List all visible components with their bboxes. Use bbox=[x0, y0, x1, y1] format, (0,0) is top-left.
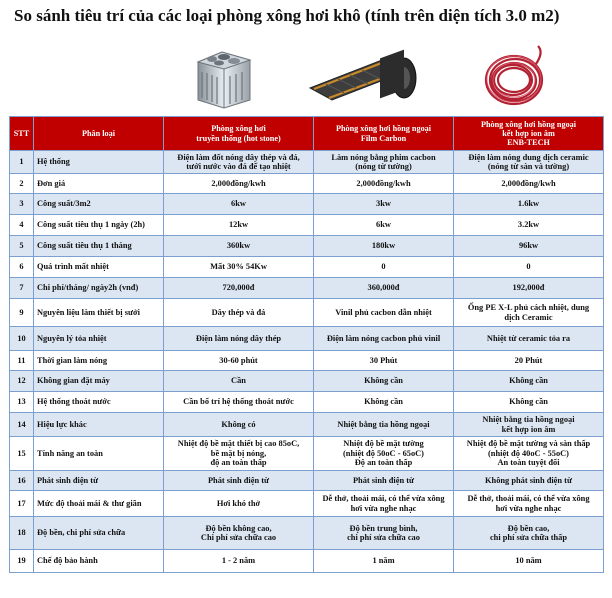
table-header-row bbox=[10, 117, 604, 151]
cell-enb-tech: Ống PE X-L phủ cách nhiệt, dung dịch Ceramic bbox=[454, 299, 604, 327]
cell-traditional: Cần bố trí hệ thống thoát nước bbox=[164, 392, 314, 413]
cell-enb-tech: 3.2kw bbox=[454, 215, 604, 236]
cell-traditional: 6kw bbox=[164, 194, 314, 215]
header-film-carbon: Phòng xông hơi hồng ngoại Film Carbon bbox=[314, 117, 454, 151]
cell-category: Tính năng an toàn bbox=[34, 437, 164, 471]
cell-category: Chế độ bảo hành bbox=[34, 550, 164, 573]
cell-enb-tech: Không cần bbox=[454, 371, 604, 392]
cell-traditional: 30-60 phút bbox=[164, 351, 314, 371]
cell-film-carbon: Điện làm nóng cacbon phủ vinil bbox=[314, 327, 454, 351]
table-row bbox=[10, 392, 604, 413]
cell-traditional: 1 - 2 năm bbox=[164, 550, 314, 573]
cell-film-carbon: 3kw bbox=[314, 194, 454, 215]
cell-category: Công suất tiêu thụ 1 tháng bbox=[34, 236, 164, 257]
table-row bbox=[10, 299, 604, 327]
cell-enb-tech: Nhiệt bằng tia hồng ngoại kết hợp ion âm bbox=[454, 413, 604, 437]
cell-enb-tech: 2,000đồng/kwh bbox=[454, 174, 604, 194]
cell-film-carbon: Không cần bbox=[314, 371, 454, 392]
cell-stt: 4 bbox=[10, 215, 34, 236]
cell-category: Không gian đặt máy bbox=[34, 371, 164, 392]
table-row bbox=[10, 327, 604, 351]
cell-stt: 10 bbox=[10, 327, 34, 351]
cell-category: Quá trình mất nhiệt bbox=[34, 257, 164, 278]
cell-film-carbon: 6kw bbox=[314, 215, 454, 236]
cell-film-carbon: Làm nóng bằng phim cacbon (nóng từ tường) bbox=[314, 151, 454, 174]
cell-category: Hiệu lực khác bbox=[34, 413, 164, 437]
table-row bbox=[10, 517, 604, 550]
cell-enb-tech: Điện làm nóng dung dịch ceramic (nóng từ sàn và tường) bbox=[454, 151, 604, 174]
product-images bbox=[0, 40, 612, 116]
cell-category: Đơn giá bbox=[34, 174, 164, 194]
cell-stt: 12 bbox=[10, 371, 34, 392]
cell-enb-tech: Nhiệt từ ceramic tỏa ra bbox=[454, 327, 604, 351]
cell-category: Hệ thống thoát nước bbox=[34, 392, 164, 413]
cell-enb-tech: Không cần bbox=[454, 392, 604, 413]
cell-film-carbon: Nhiệt bằng tia hồng ngoại bbox=[314, 413, 454, 437]
cell-traditional: Mất 30% 54Kw bbox=[164, 257, 314, 278]
header-traditional: Phòng xông hơi truyền thống (hot stone) bbox=[164, 117, 314, 151]
cell-enb-tech: Độ bền cao, chi phí sửa chữa thấp bbox=[454, 517, 604, 550]
cell-stt: 3 bbox=[10, 194, 34, 215]
cell-traditional: Dây thép và đá bbox=[164, 299, 314, 327]
cell-film-carbon: Dễ thở, thoải mái, có thể vừa xông hơi vừa nghe nhạc bbox=[314, 491, 454, 517]
cell-stt: 14 bbox=[10, 413, 34, 437]
cell-traditional: 12kw bbox=[164, 215, 314, 236]
cell-category: Chi phí/tháng/ ngày2h (vnđ) bbox=[34, 278, 164, 299]
cell-traditional: 2,000đồng/kwh bbox=[164, 174, 314, 194]
cell-traditional: 360kw bbox=[164, 236, 314, 257]
cell-enb-tech: Nhiệt độ bề mặt tường và sàn thấp (nhiệt độ 40oC - 55oC) An toàn tuyệt đối bbox=[454, 437, 604, 471]
cell-film-carbon: 0 bbox=[314, 257, 454, 278]
cell-stt: 9 bbox=[10, 299, 34, 327]
cell-film-carbon: 180kw bbox=[314, 236, 454, 257]
cell-stt: 5 bbox=[10, 236, 34, 257]
page-title: So sánh tiêu trí của các loại phòng xông hơi khô (tính trên diện tích 3.0 m2) bbox=[14, 6, 560, 25]
table-row bbox=[10, 437, 604, 471]
cell-traditional: Không có bbox=[164, 413, 314, 437]
cell-enb-tech: 0 bbox=[454, 257, 604, 278]
cell-stt: 2 bbox=[10, 174, 34, 194]
cell-stt: 18 bbox=[10, 517, 34, 550]
cell-traditional: Cần bbox=[164, 371, 314, 392]
cell-film-carbon: Nhiệt độ bề mặt tường (nhiệt độ 50oC - 65oC) Độ an toàn thấp bbox=[314, 437, 454, 471]
cell-film-carbon: 1 năm bbox=[314, 550, 454, 573]
cell-stt: 11 bbox=[10, 351, 34, 371]
table-row bbox=[10, 351, 604, 371]
cell-traditional: Phát sinh điện từ bbox=[164, 471, 314, 491]
cell-enb-tech: 1.6kw bbox=[454, 194, 604, 215]
cell-stt: 6 bbox=[10, 257, 34, 278]
cell-traditional: Điện làm nóng dây thép bbox=[164, 327, 314, 351]
cell-traditional: Độ bền không cao, Chi phí sửa chữa cao bbox=[164, 517, 314, 550]
header-stt: STT bbox=[10, 117, 34, 151]
cell-film-carbon: 360,000đ bbox=[314, 278, 454, 299]
cell-film-carbon: Không cần bbox=[314, 392, 454, 413]
table-row bbox=[10, 236, 604, 257]
cell-category: Mức độ thoải mái & thư giãn bbox=[34, 491, 164, 517]
comparison-table bbox=[9, 116, 604, 573]
pipe-coil-icon bbox=[478, 42, 550, 114]
cell-stt: 16 bbox=[10, 471, 34, 491]
cell-stt: 15 bbox=[10, 437, 34, 471]
cell-stt: 17 bbox=[10, 491, 34, 517]
stove-icon bbox=[188, 42, 258, 112]
cell-film-carbon: Phát sinh điện từ bbox=[314, 471, 454, 491]
table-row bbox=[10, 174, 604, 194]
cell-enb-tech: 20 Phút bbox=[454, 351, 604, 371]
table-row bbox=[10, 491, 604, 517]
cell-enb-tech: 96kw bbox=[454, 236, 604, 257]
film-roll-icon bbox=[304, 48, 424, 108]
table-row bbox=[10, 371, 604, 392]
cell-category: Thời gian làm nóng bbox=[34, 351, 164, 371]
cell-film-carbon: 30 Phút bbox=[314, 351, 454, 371]
header-category: Phân loại bbox=[34, 117, 164, 151]
cell-enb-tech: Không phát sinh điện từ bbox=[454, 471, 604, 491]
table-row bbox=[10, 413, 604, 437]
cell-traditional: Nhiệt độ bề mặt thiết bị cao 85oC, bề mặt bị nóng, độ an toàn thấp bbox=[164, 437, 314, 471]
cell-film-carbon: Vinil phủ cacbon dẫn nhiệt bbox=[314, 299, 454, 327]
cell-category: Hệ thống bbox=[34, 151, 164, 174]
cell-category: Độ bền, chi phí sửa chữa bbox=[34, 517, 164, 550]
table-row bbox=[10, 151, 604, 174]
cell-stt: 13 bbox=[10, 392, 34, 413]
table-row bbox=[10, 550, 604, 573]
cell-traditional: Điện làm đốt nóng dây thép và đá, tưới nước vào đá để tạo nhiệt bbox=[164, 151, 314, 174]
cell-traditional: 720,000đ bbox=[164, 278, 314, 299]
cell-enb-tech: Dễ thở, thoải mái, có thể vừa xông hơi vừa nghe nhạc bbox=[454, 491, 604, 517]
cell-film-carbon: 2,000đồng/kwh bbox=[314, 174, 454, 194]
cell-enb-tech: 192,000đ bbox=[454, 278, 604, 299]
cell-enb-tech: 10 năm bbox=[454, 550, 604, 573]
table-row bbox=[10, 194, 604, 215]
header-enb-tech: Phòng xông hơi hồng ngoại kết hợp ion âm ENB-TECH bbox=[454, 117, 604, 151]
cell-stt: 7 bbox=[10, 278, 34, 299]
cell-stt: 19 bbox=[10, 550, 34, 573]
cell-stt: 1 bbox=[10, 151, 34, 174]
cell-category: Công suất/3m2 bbox=[34, 194, 164, 215]
table-row bbox=[10, 471, 604, 491]
cell-category: Phát sinh điện từ bbox=[34, 471, 164, 491]
table-row bbox=[10, 215, 604, 236]
cell-film-carbon: Độ bền trung bình, chi phí sửa chữa cao bbox=[314, 517, 454, 550]
cell-category: Công suất tiêu thụ 1 ngày (2h) bbox=[34, 215, 164, 236]
table-row bbox=[10, 257, 604, 278]
cell-category: Nguyên lý tỏa nhiệt bbox=[34, 327, 164, 351]
cell-traditional: Hơi khó thở bbox=[164, 491, 314, 517]
table-row bbox=[10, 278, 604, 299]
cell-category: Nguyên liệu làm thiết bị sưởi bbox=[34, 299, 164, 327]
